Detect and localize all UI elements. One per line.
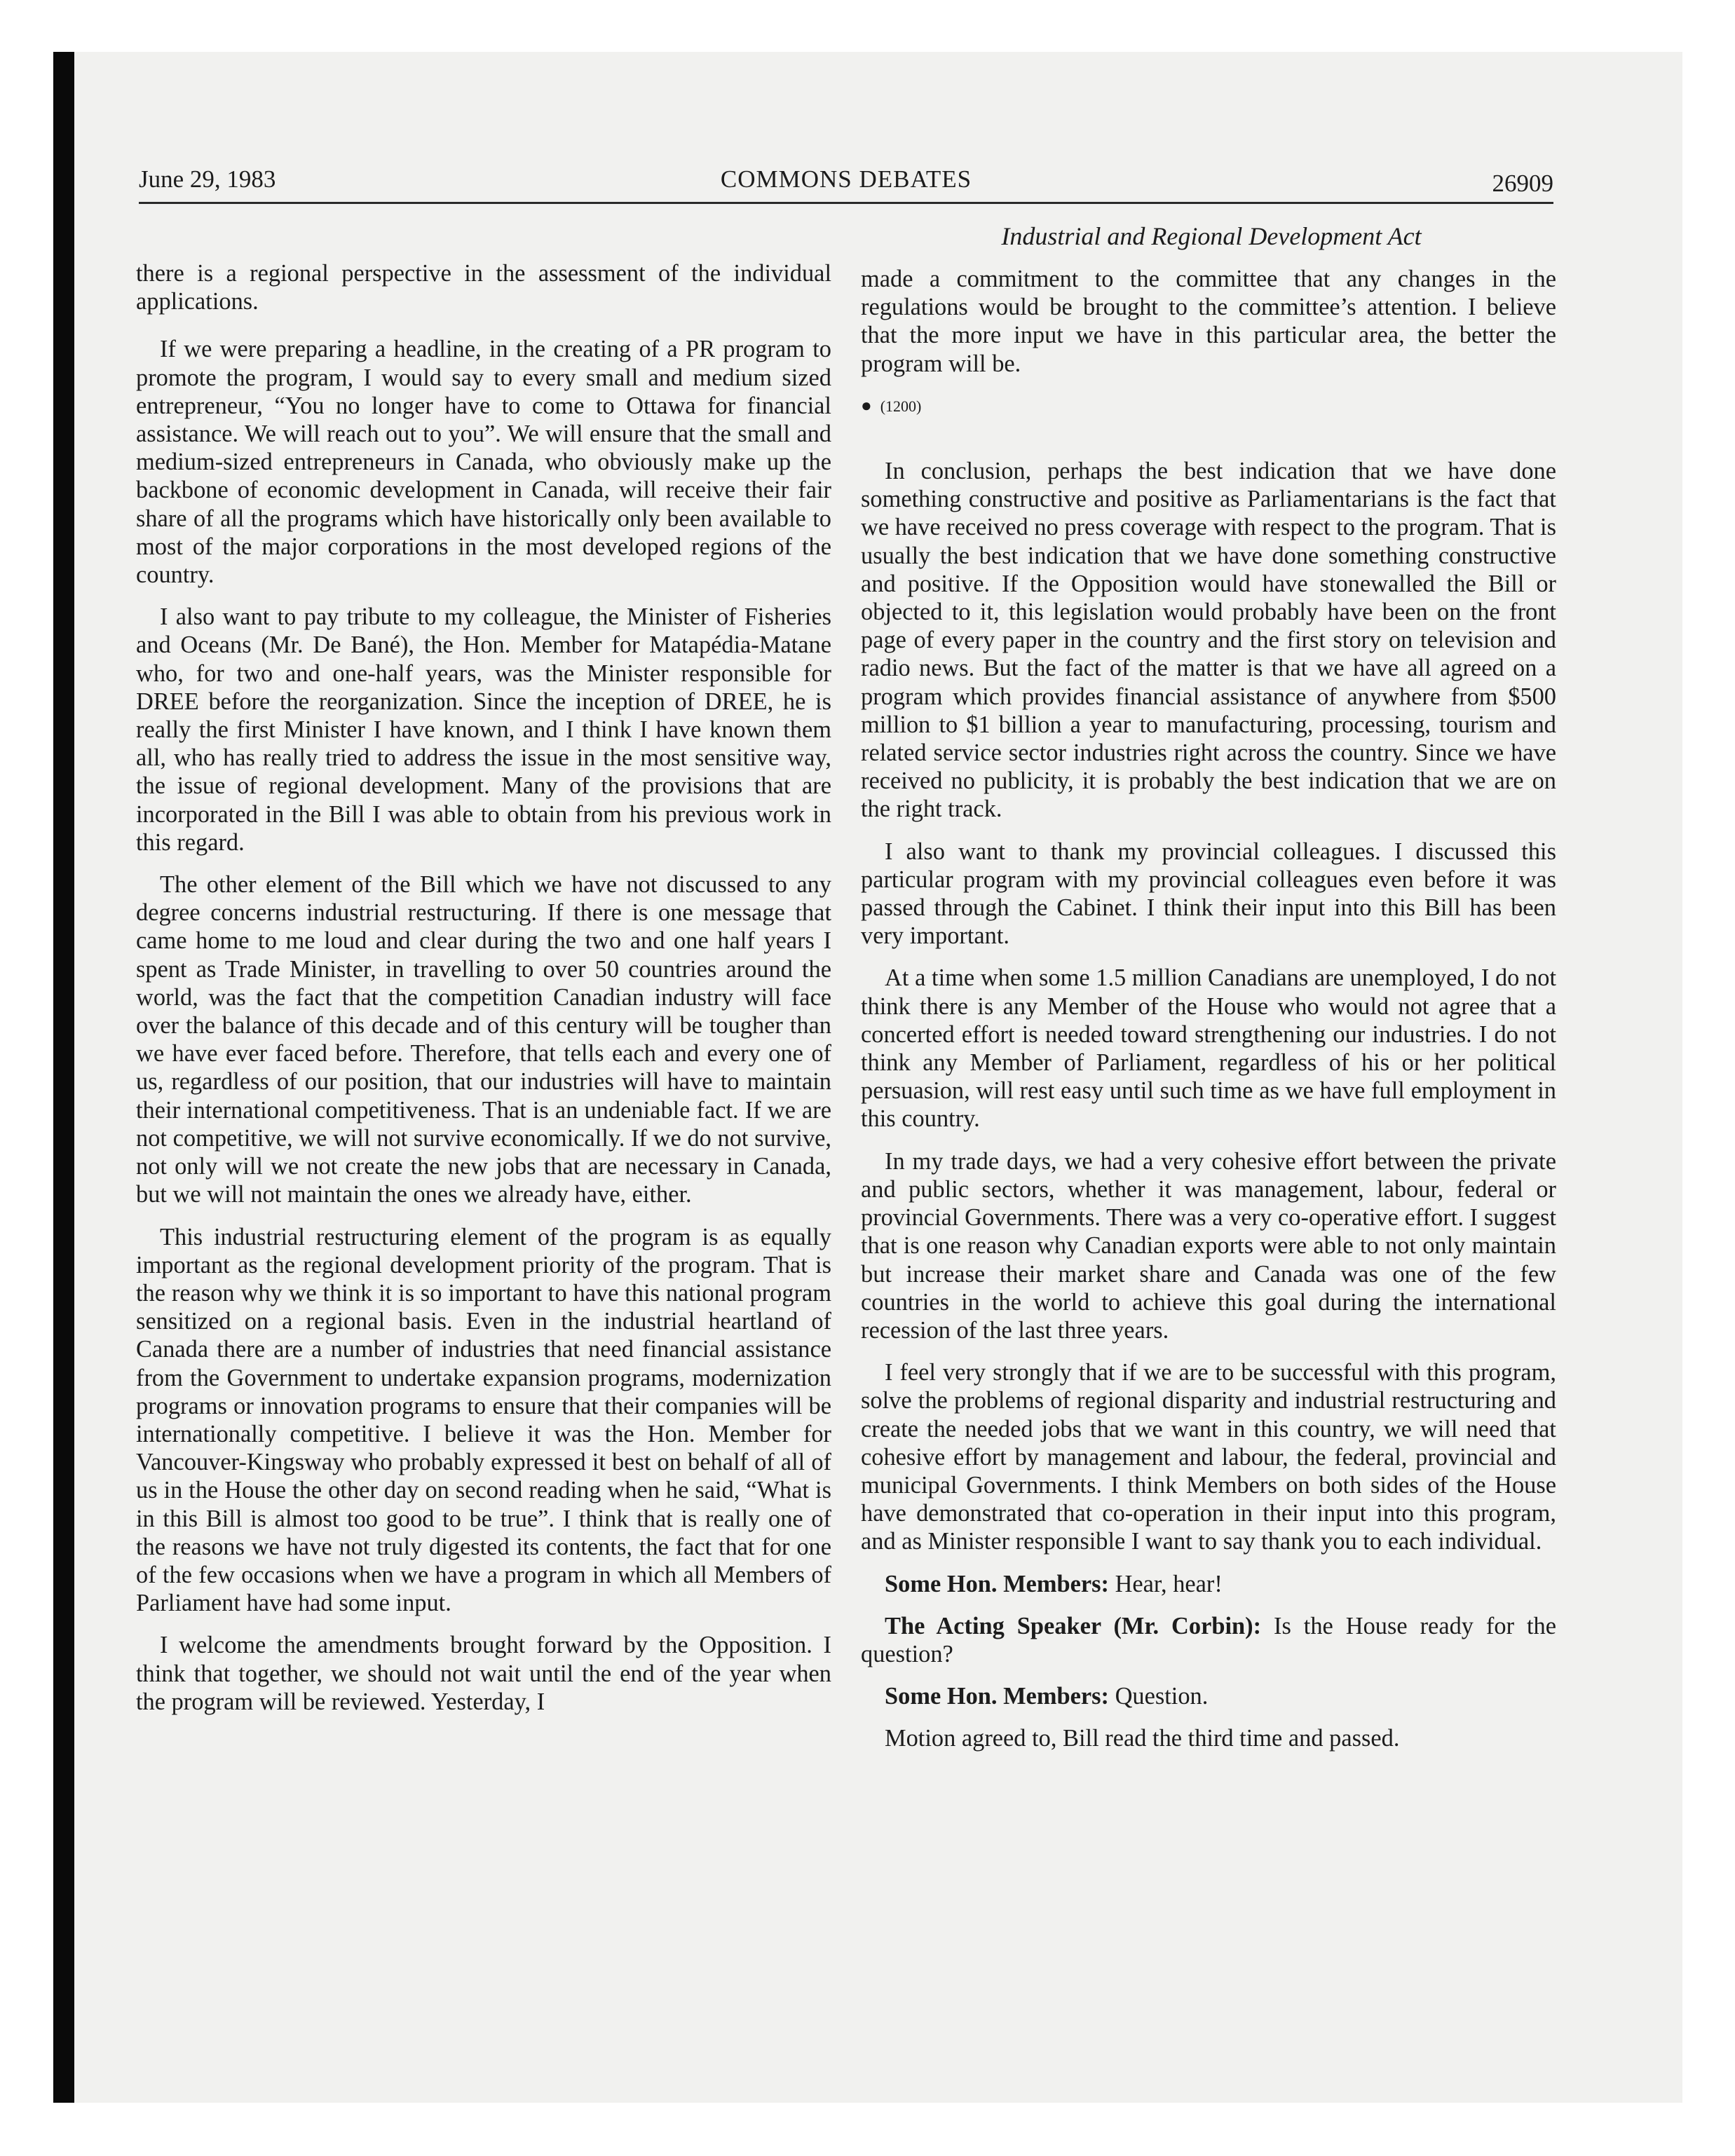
bullet-icon: ● [861,395,872,416]
speech-text: Question. [1108,1683,1209,1710]
speech-text: Hear, hear! [1108,1570,1223,1597]
paragraph: I also want to pay tribute to my colleague, the Minister of Fisheries and Oceans (Mr. De Bané), the Hon. Member for Matapédia-Matane who, for two and one-half years, was the Minister responsible for DREE before the reorganization. Since the inception of DREE, he is really the first Minister I have known, and I think I have known them all, who has really tried to address the issue in the most sensitive way, the issue of regional development. Many of the provisions that are incorporated in the Bill I was able to obtain from his previous work in this regard. [136,603,831,856]
motion-result: Motion agreed to, Bill read the third time and passed. [885,1725,1400,1752]
header-title: COMMONS DEBATES [720,165,972,193]
paragraph: In conclusion, perhaps the best indication that we have done something constructive and positive as Parliamentarians is the fact that we have received no press coverage with respect to the program. That is usually the best indication that we have done something constructive and positive. If the Opposition would have stonewalled the Bill or objected to it, this legislation would probably have been on the front page of every paper in the country and the first story on television and radio news. But the fact of the matter is that we have all agreed on a program which provides financial assistance of anywhere from $500 million to $1 billion a year to manufacturing, processing, tourism and related service sector industries right across the country. Since we have received no publicity, it is probably the best indication that we are on the right track. [861,458,1556,823]
time-marker [861,392,1556,421]
paragraph: At a time when some 1.5 million Canadians are unemployed, I do not think there is any Member of the House who would not agree that a concerted effort is needed toward strengthening our industries. I do not think any Member of Parliament, regardless of his or her political persuasion, will rest easy until such time as we have full employment in this country. [861,964,1556,1133]
page-number: 26909 [1492,170,1553,197]
paragraph: The other element of the Bill which we have not discussed to any degree concerns industrial restructuring. If there is one message that came home to me loud and clear during the two and one half years I spent as Trade Minister, in travelling to over 50 countries around the world, was the fact that the competition Canadian industry will face over the balance of this decade and of this century will be tougher than we have ever faced before. Therefore, that tells each and every one of us, regardless of our position, that our industries will have to maintain their international competitiveness. That is an undeniable fact. If we are not competitive, we will not survive economically. If we do not survive, not only will we not create the new jobs that are necessary in Canada, but we will not maintain the ones we already have, either. [136,871,831,1208]
paragraph: I also want to thank my provincial colleagues. I discussed this particular program with my provincial colleagues even before it was passed through the Cabinet. I think their input into this Bill has been very important. [861,838,1556,950]
speaker-name: The Acting Speaker (Mr. Corbin): [885,1612,1262,1639]
page-header [139,163,1553,204]
left-column [136,259,831,1730]
interjection [861,1570,1556,1598]
paragraph: I feel very strongly that if we are to be successful with this program, solve the problems of regional disparity and industrial restructuring and create the needed jobs that we want in this country, we will need that cohesive effort by management and labour, the federal, provincial and municipal Governments. I think Members on both sides of the House have demonstrated that co-operation in their input into this program, and as Minister responsible I want to say thank you to each individual. [861,1359,1556,1555]
running-head: Industrial and Regional Development Act [1001,222,1422,250]
right-column [861,265,1556,1767]
paragraph: In my trade days, we had a very cohesive effort between the private and public sectors, whether it was management, labour, federal or provincial Governments. There was a very co-operative effort. I suggest that is one reason why Canadian exports were able to not only maintain but increase their market share and Canada was one of the few countries in the world to achieve this goal during the international recession of the last three years. [861,1147,1556,1344]
speaker-name: Some Hon. Members: [885,1683,1109,1710]
paragraph: I welcome the amendments brought forward by the Opposition. I think that together, we should not wait until the end of the year when the program will be reviewed. Yesterday, I [136,1632,831,1715]
paragraph: made a commitment to the committee that any changes in the regulations would be brought to the committee’s attention. I believe that the more input we have in this particular area, the better the program will be. [861,266,1556,377]
time-marker-text: (1200) [880,397,922,415]
interjection [861,1612,1556,1668]
interjection [861,1682,1556,1710]
speech-text: Is the House ready for the question? [861,1612,1557,1667]
paragraph: This industrial restructuring element of the program is as equally important as the regional development priority of the program. That is the reason why we think it is so important to have this national program sensitized on a regional basis. Even in the industrial heartland of Canada there are a number of industries that need financial assistance from the Government to undertake expansion programs, modernization programs or innovation programs to ensure that their companies will be internationally competitive. I believe it was the Hon. Member for Vancouver-Kingsway who probably expressed it best on behalf of all of us in the House the other day on second reading when he said, “What is in this Bill is almost too good to be true”. I think that is really one of the reasons we have not truly digested its contents, the fact that for one of the few occasions when we have a program in which all Members of Parliament have had some input. [136,1223,831,1617]
binding-edge [53,52,74,2103]
paragraph: If we were preparing a headline, in the creating of a PR program to promote the program, I would say to every small and medium sized entrepreneur, “You no longer have to come to Ottawa for financial assistance. We will reach out to you”. We will ensure that the small and medium-sized entrepreneurs in Canada, who obviously make up the backbone of economic development in Canada, will receive their fair share of all the programs which have historically only been available to most of the major corporations in the most developed regions of the country. [136,336,831,589]
header-date: June 29, 1983 [139,165,276,193]
paragraph: there is a regional perspective in the assessment of the individual applications. [136,260,831,315]
speaker-name: Some Hon. Members: [885,1570,1109,1597]
